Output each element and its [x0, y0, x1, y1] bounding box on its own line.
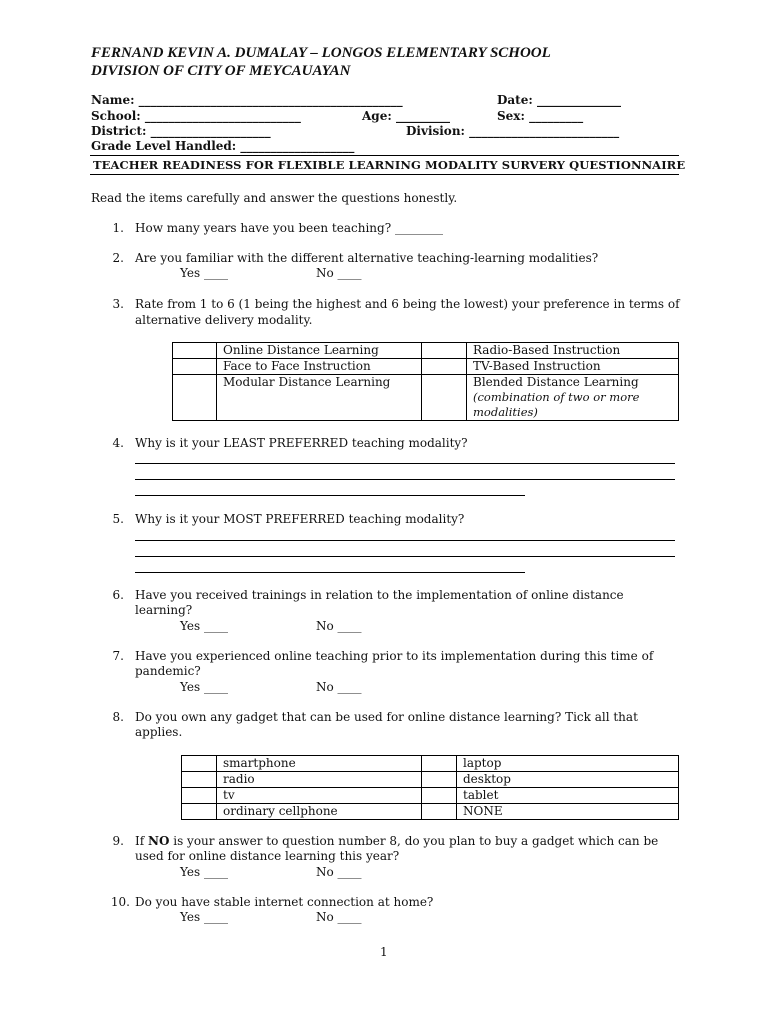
title-rule-top	[90, 155, 679, 156]
gadget-cell: desktop	[457, 772, 679, 788]
q7-text-line2: pandemic?	[135, 664, 201, 678]
title-rule-bottom	[90, 174, 679, 175]
tick-cell[interactable]	[422, 756, 457, 772]
q6-number: 6.	[112, 588, 124, 602]
q10-no[interactable]: No ____	[316, 910, 362, 924]
q10-text: Do you have stable internet connection at home?	[135, 895, 434, 909]
q4-text: Why is it your LEAST PREFERRED teaching modality?	[135, 436, 468, 450]
rank-cell[interactable]	[173, 359, 217, 375]
tick-cell[interactable]	[182, 804, 217, 820]
rank-cell[interactable]	[422, 375, 467, 421]
q9-no[interactable]: No ____	[316, 865, 362, 879]
q2-no[interactable]: No ____	[316, 266, 362, 280]
q4-number: 4.	[112, 436, 124, 450]
q6-no[interactable]: No ____	[316, 619, 362, 633]
table-row	[182, 756, 679, 772]
q1-number: 1.	[112, 221, 124, 235]
modality-label: Blended Distance Learning	[473, 375, 639, 389]
rank-cell[interactable]	[422, 359, 467, 375]
modality-table	[172, 342, 679, 421]
q2-yes[interactable]: Yes ____	[180, 266, 228, 280]
q8-text-line1: Do you own any gadget that can be used for online distance learning? Tick all that	[135, 710, 638, 724]
q5-number: 5.	[112, 512, 124, 526]
gadget-cell: NONE	[457, 804, 679, 820]
table-row	[173, 375, 679, 421]
division-field[interactable]: Division: _________________________	[406, 124, 620, 138]
gadget-cell: laptop	[457, 756, 679, 772]
q9-text-line2: used for online distance learning this year?	[135, 849, 400, 863]
name-field[interactable]: Name: ____________________________________________	[91, 93, 403, 107]
q5-answer-line[interactable]	[135, 556, 675, 557]
q5-answer-line[interactable]	[135, 572, 525, 573]
district-field[interactable]: District: ____________________	[91, 124, 271, 138]
tick-cell[interactable]	[182, 788, 217, 804]
modality-cell: Online Distance Learning	[217, 343, 422, 359]
q3-text-line1: Rate from 1 to 6 (1 being the highest and 6 being the lowest) your preference in terms of	[135, 297, 680, 311]
q6-text-line2: learning?	[135, 603, 193, 617]
gadget-cell: ordinary cellphone	[217, 804, 422, 820]
table-row	[182, 772, 679, 788]
modality-cell: Modular Distance Learning	[217, 375, 422, 421]
instructions: Read the items carefully and answer the questions honestly.	[91, 191, 458, 205]
q8-number: 8.	[112, 710, 124, 724]
q10-number: 10.	[110, 895, 130, 909]
q9-text-line1	[135, 834, 658, 848]
table-row	[173, 343, 679, 359]
tick-cell[interactable]	[182, 772, 217, 788]
q6-yes[interactable]: Yes ____	[180, 619, 228, 633]
q2-text: Are you familiar with the different alternative teaching-learning modalities?	[135, 251, 599, 265]
header-line-2: DIVISION OF CITY OF MEYCAUAYAN	[91, 63, 351, 79]
rank-cell[interactable]	[173, 343, 217, 359]
q4-answer-line[interactable]	[135, 479, 675, 480]
q5-text: Why is it your MOST PREFERRED teaching modality?	[135, 512, 465, 526]
modality-cell: TV-Based Instruction	[467, 359, 679, 375]
modality-note: (combination of two or more modalities)	[473, 390, 640, 419]
q9-pre: If	[135, 834, 148, 848]
q5-answer-line[interactable]	[135, 540, 675, 541]
q6-text-line1: Have you received trainings in relation to the implementation of online distance	[135, 588, 624, 602]
q9-yes[interactable]: Yes ____	[180, 865, 228, 879]
q2-number: 2.	[112, 251, 124, 265]
q3-text-line2: alternative delivery modality.	[135, 313, 313, 327]
table-row	[182, 788, 679, 804]
q10-yes[interactable]: Yes ____	[180, 910, 228, 924]
q3-number: 3.	[112, 297, 124, 311]
gadget-cell: smartphone	[217, 756, 422, 772]
modality-cell	[467, 375, 679, 421]
tick-cell[interactable]	[422, 804, 457, 820]
q7-number: 7.	[112, 649, 124, 663]
modality-cell: Face to Face Instruction	[217, 359, 422, 375]
q9-bold: NO	[148, 834, 170, 848]
gadget-cell: tablet	[457, 788, 679, 804]
form-title: TEACHER READINESS FOR FLEXIBLE LEARNING MODALITY SURVERY QUESTIONNAIRE	[93, 158, 686, 172]
gadget-cell: radio	[217, 772, 422, 788]
age-field[interactable]: Age: _________	[362, 109, 450, 123]
gadget-cell: tv	[217, 788, 422, 804]
tick-cell[interactable]	[422, 772, 457, 788]
page-number: 1	[380, 945, 388, 959]
q8-text-line2: applies.	[135, 725, 183, 739]
q1-text: How many years have you been teaching? ________	[135, 221, 443, 235]
rank-cell[interactable]	[422, 343, 467, 359]
tick-cell[interactable]	[422, 788, 457, 804]
q7-no[interactable]: No ____	[316, 680, 362, 694]
header-line-1: FERNAND KEVIN A. DUMALAY – LONGOS ELEMENTARY SCHOOL	[91, 45, 551, 61]
sex-field[interactable]: Sex: _________	[497, 109, 584, 123]
table-row	[173, 359, 679, 375]
q7-yes[interactable]: Yes ____	[180, 680, 228, 694]
q4-answer-line[interactable]	[135, 495, 525, 496]
q9-post: is your answer to question number 8, do you plan to buy a gadget which can be	[169, 834, 659, 848]
q9-number: 9.	[112, 834, 124, 848]
table-row	[182, 804, 679, 820]
grade-field[interactable]: Grade Level Handled: ___________________	[91, 139, 355, 153]
rank-cell[interactable]	[173, 375, 217, 421]
q7-text-line1: Have you experienced online teaching prior to its implementation during this time of	[135, 649, 654, 663]
q4-answer-line[interactable]	[135, 463, 675, 464]
modality-cell: Radio-Based Instruction	[467, 343, 679, 359]
school-field[interactable]: School: __________________________	[91, 109, 301, 123]
date-field[interactable]: Date: ______________	[497, 93, 621, 107]
gadget-table	[181, 755, 679, 820]
tick-cell[interactable]	[182, 756, 217, 772]
